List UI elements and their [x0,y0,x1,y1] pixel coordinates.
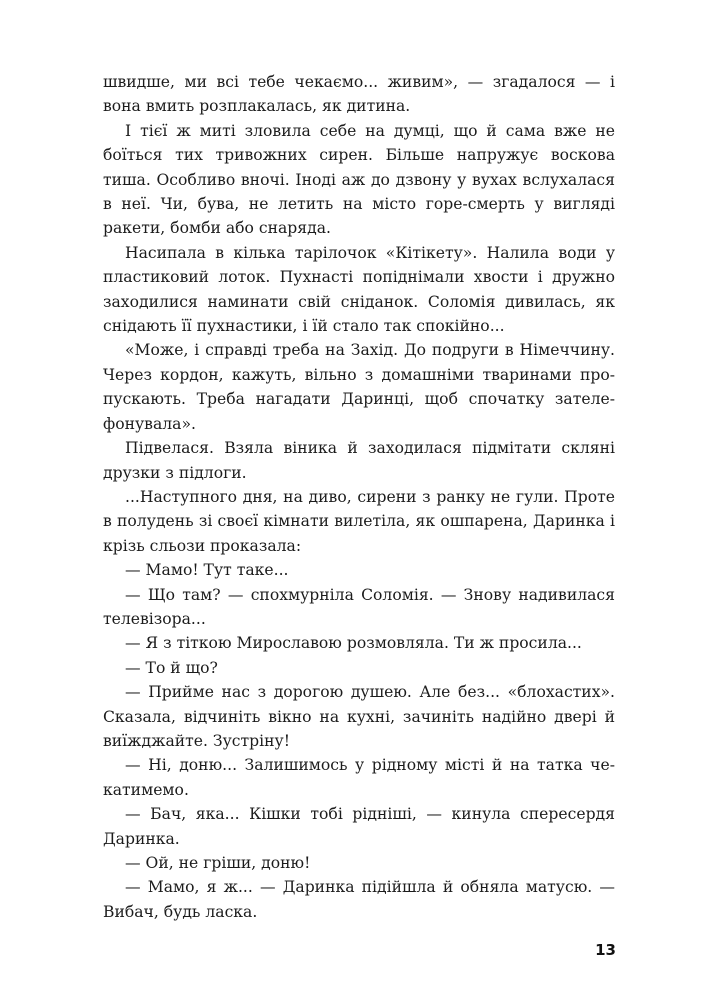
paragraph-5: Підвелася. Взяла віника й заходилася підмітати скляні друзки з підлоги. [103,439,615,482]
paragraph-1: швидше, ми всі тебе чекаємо... живим», — згадалося — і вона вмить розплакалась, як дитина. [103,73,615,116]
paragraph-6: ...Наступного дня, на диво, сирени з ранку не гули. Проте в полудень зі своєї кімнати вилетіла, як ошпарена, Даринка і крізь сльози проказала: [103,487,615,555]
dialogue-line-4: — То й що? [125,658,218,677]
dialogue-line-8: — Ой, не гріши, доню! [125,854,311,872]
paragraph-2: І тієї ж миті зловила себе на думці, що й сама вже не боїться тих тривожних сирен. Більше напружує воскова тиша. Особливо вночі. Іноді аж до дзвону у вухах вслухалася в неї. Чи, бува, не летить на місто горе-смерть у вигляді ракети, бомби або снаряда. [103,121,615,238]
paragraph-3: Насипала в кілька тарілочок «Кітікету». Налила води у пластиковий лоток. Пухнасті попіднімали хвости і дружно заходилися наминати свій сніданок. Соломія дивилась, як снідають її пухнастики, і їй стало так спокійно... [103,243,615,336]
dialogue-line-6: — Ні, доню... Залишимось у рідному місті й на татка чекатимемо. [103,756,615,799]
body-text [103,70,615,924]
page-number: 13 [595,941,616,959]
paragraph-4: «Може, і справді треба на Захід. До подруги в Німеччину. Через кордон, кажуть, вільно з домашніми тваринами пропускають. Треба нагадати Даринці, щоб спочатку зателефонувала». [103,341,615,433]
dialogue-line-9: — Мамо, я ж... — Даринка підійшла й обняла матусю. — Вибач, будь ласка. [103,878,615,921]
dialogue-line-5: — Прийме нас з дорогою душею. Але без... «блохастих». Сказала, відчиніть вікно на кухні, зачиніть надійно двері й виїжджайте. Зустріну! [103,683,615,750]
dialogue-line-7: — Бач, яка... Кішки тобі рідніші, — кинула спересердя Даринка. [103,805,615,848]
dialogue-line-1: — Мамо! Тут таке... [125,561,289,580]
dialogue-line-3: — Я з тіткою Мирославою розмовляла. Ти ж просила... [125,634,582,653]
dialogue-line-2: — Що там? — спохмурніла Соломія. — Знову надивилася телевізора... [103,585,615,628]
